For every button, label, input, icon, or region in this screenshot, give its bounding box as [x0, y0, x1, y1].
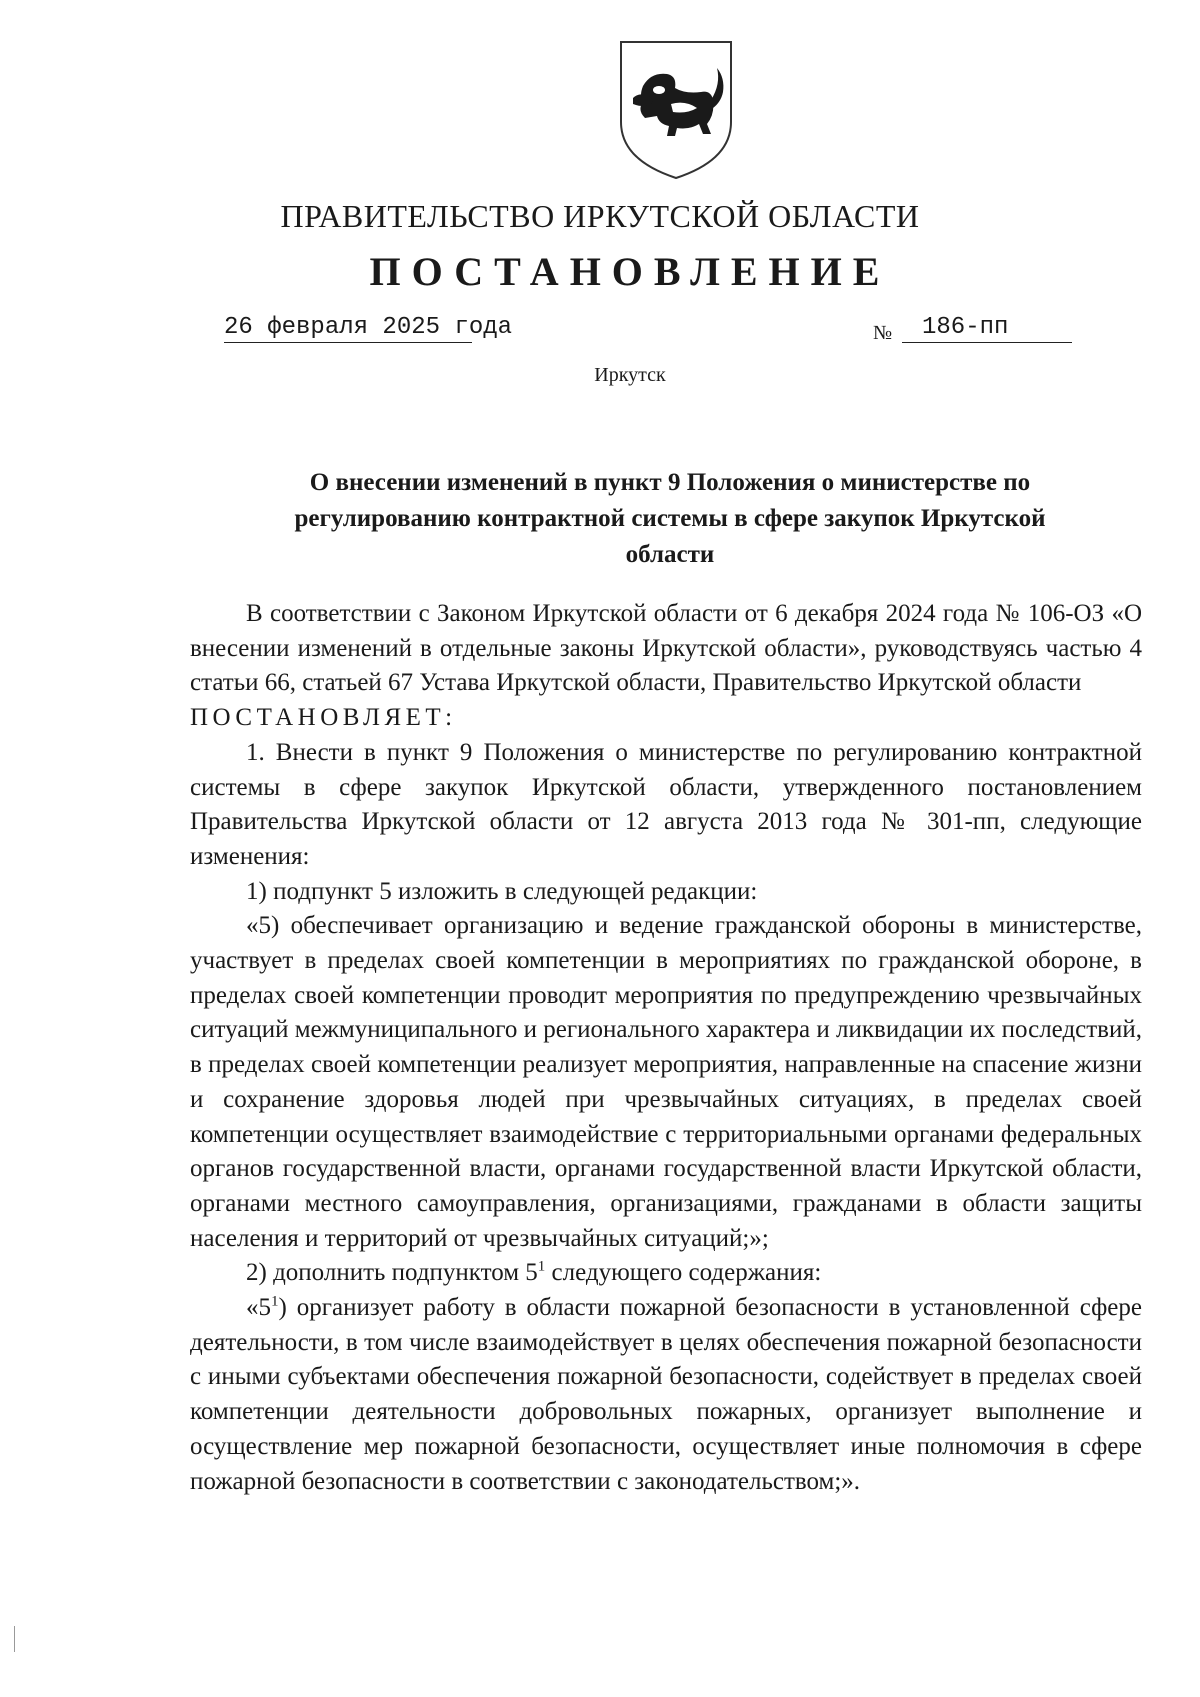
preamble-paragraph: В соответствии с Законом Иркутской области от 6 декабря 2024 года № 106-ОЗ «О внесении изменений в отдельные законы Иркутской области», руководствуясь частью 4 статьи 66, статьей 67 Устава Иркутской области, Правительство Иркутской области — [190, 600, 1142, 697]
subitem-1-paragraph: 1) подпункт 5 изложить в следующей редакции: — [246, 877, 758, 905]
subitem-2-paragraph — [190, 1256, 1142, 1291]
quote-5-1-paragraph — [190, 1291, 1142, 1499]
document-body — [190, 597, 1142, 1499]
government-title: ПРАВИТЕЛЬСТВО ИРКУТСКОЙ ОБЛАСТИ — [280, 198, 920, 234]
number-field — [902, 314, 1072, 343]
number-sign: № — [873, 322, 893, 344]
quote-5-1-open: «5 — [246, 1294, 271, 1322]
resolves-heading: ПОСТАНОВЛЯЕТ: — [190, 704, 457, 732]
item-1-paragraph: 1. Внести в пункт 9 Положения о министерстве по регулированию контрактной системы в сфере закупок Иркутской области, утвержденного постановлением Правительства Иркутской области от 12 августа 2013 года № 301-пп, следующие изменения: — [190, 738, 1142, 870]
irkutsk-coat-of-arms-icon — [615, 38, 737, 182]
document-subject — [225, 465, 1115, 573]
superscript: 1 — [271, 1293, 279, 1310]
subject-line: О внесении изменений в пункт 9 Положения о министерстве по — [309, 469, 1031, 496]
scan-margin-mark — [14, 1626, 15, 1652]
subitem-2-tail: следующего содержания: — [545, 1259, 822, 1287]
city: Иркутск — [594, 364, 666, 386]
superscript: 1 — [537, 1259, 546, 1276]
subitem-2-text: 2) дополнить подпунктом 5 — [246, 1259, 538, 1287]
quote-5-1-text: ) организует работу в области пожарной безопасности в установленной сфере деятельности, в том числе взаимодействует в целях обеспечения пожарной безопасности с иными субъектами обеспечения пожарной безопасности, содействует в пределах своей компетенции деятельности добровольных пожарных, организует выполнение и осуществление мер пожарной безопасности, осуществляет иные полномочия в сфере пожарной безопасности в соответствии с законодательством;». — [190, 1294, 1142, 1495]
quote-5-paragraph: «5) обеспечивает организацию и ведение гражданской обороны в министерстве, участвует в пределах своей компетенции в мероприятиях по гражданской обороне, в пределах своей компетенции проводит мероприятия по предупреждению чрезвычайных ситуаций межмуниципального и регионального характера и ликвидации их последствий, в пределах своей компетенции реализует мероприятия, направленные на спасение жизни и сохранение здоровья людей при чрезвычайных ситуациях, в пределах своей компетенции осуществляет взаимодействие с территориальными органами федеральных органов государственной власти, органами государственной власти Иркутской области, органами местного самоуправления, организациями, гражданами в области защиты населения и территорий от чрезвычайных ситуаций;»; — [190, 912, 1142, 1252]
document-number: 186-пп — [922, 314, 1009, 341]
document-date: 26 февраля 2025 года — [224, 314, 513, 341]
subject-line: регулированию контрактной системы в сфере закупок Иркутской — [294, 505, 1046, 532]
document-type: ПОСТАНОВЛЕНИЕ — [369, 249, 891, 294]
subject-line: области — [625, 541, 715, 568]
date-field — [224, 314, 513, 343]
